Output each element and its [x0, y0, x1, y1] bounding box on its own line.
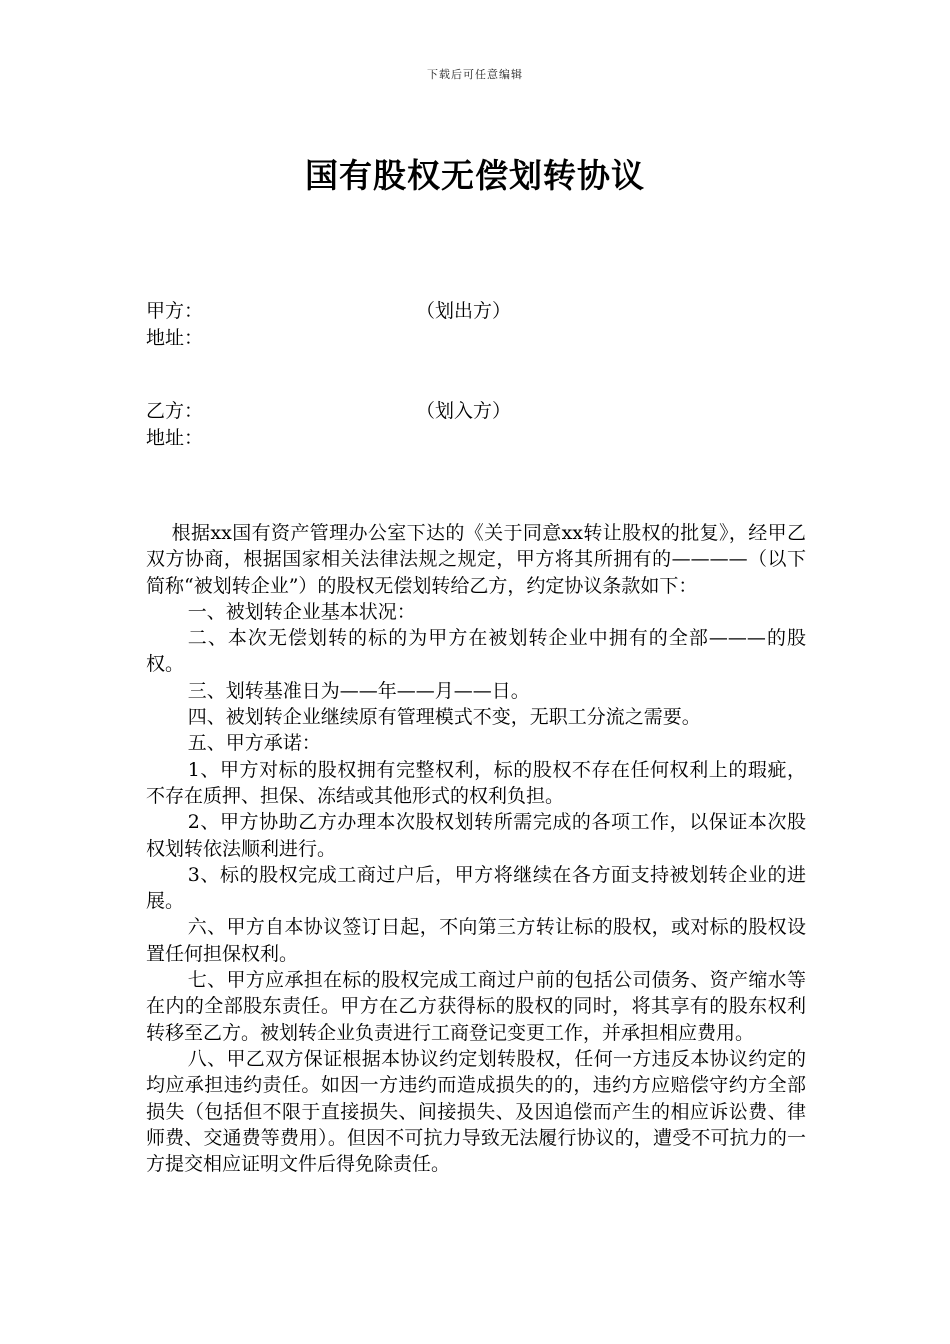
clause-6: 六、甲方自本协议签订日起，不向第三方转让标的股权，或对标的股权设置任何担保权利。: [146, 916, 806, 965]
party-a-address: [146, 325, 806, 352]
agreement-body: [146, 520, 806, 1177]
party-a-label: 甲方：: [146, 300, 204, 322]
party-b-address-label: 地址：: [146, 427, 204, 449]
party-a-block: [146, 298, 806, 352]
clause-4: 四、被划转企业继续原有管理模式不变，无职工分流之需要。: [187, 706, 701, 729]
party-b-address: [146, 425, 806, 452]
clause-5-item-1: 1、甲方对标的股权拥有完整权利，标的股权不存在任何权利上的瑕疵，不存在质押、担保、冻结或其他形式的权利负担。: [146, 758, 806, 807]
party-a-line: [146, 298, 806, 325]
clause-1: 一、被划转企业基本状况：: [187, 600, 416, 623]
party-b-block: [146, 398, 806, 452]
intro-paragraph: 根据xx国有资产管理办公室下达的《关于同意xx转让股权的批复》，经甲乙双方协商，根据国家相关法律法规之规定，甲方将其所拥有的————（以下简称“被划转企业”）的股权无偿划转给乙方，约定协议条款如下：: [146, 522, 806, 597]
party-a-address-label: 地址：: [146, 327, 204, 349]
party-a-role: （划出方）: [416, 300, 512, 322]
header-note: 下载后可任意编辑: [427, 68, 523, 81]
clause-5-item-3: 3、标的股权完成工商过户后，甲方将继续在各方面支持被划转企业的进展。: [146, 863, 806, 913]
party-b-line: [146, 398, 806, 425]
party-b-role: （划入方）: [416, 400, 512, 422]
clause-2: 二、本次无偿划转的标的为甲方在被划转企业中拥有的全部———的股权。: [146, 627, 806, 676]
clause-5-item-2: 2、甲方协助乙方办理本次股权划转所需完成的各项工作，以保证本次股权划转依法顺利进行。: [146, 811, 806, 860]
clause-7: 七、甲方应承担在标的股权完成工商过户前的包括公司债务、资产缩水等在内的全部股东责任。甲方在乙方获得标的股权的同时，将其享有的股东权利转移至乙方。被划转企业负责进行工商登记变更工作，并承担相应费用。: [146, 969, 806, 1044]
clause-5: 五、甲方承诺：: [187, 732, 321, 755]
document-title: 国有股权无偿划转协议: [305, 156, 645, 195]
clause-8: 八、甲乙双方保证根据本协议约定划转股权，任何一方违反本协议约定的均应承担违约责任。如因一方违约而造成损失的的，违约方应赔偿守约方全部损失（包括但不限于直接损失、间接损失、及因追偿而产生的相应诉讼费、律师费、交通费等费用）。但因不可抗力导致无法履行协议的，遭受不可抗力的一方提交相应证明文件后得免除责任。: [146, 1047, 806, 1176]
clause-3: 三、划转基准日为——年——月——日。: [187, 679, 530, 702]
party-b-label: 乙方：: [146, 400, 204, 422]
